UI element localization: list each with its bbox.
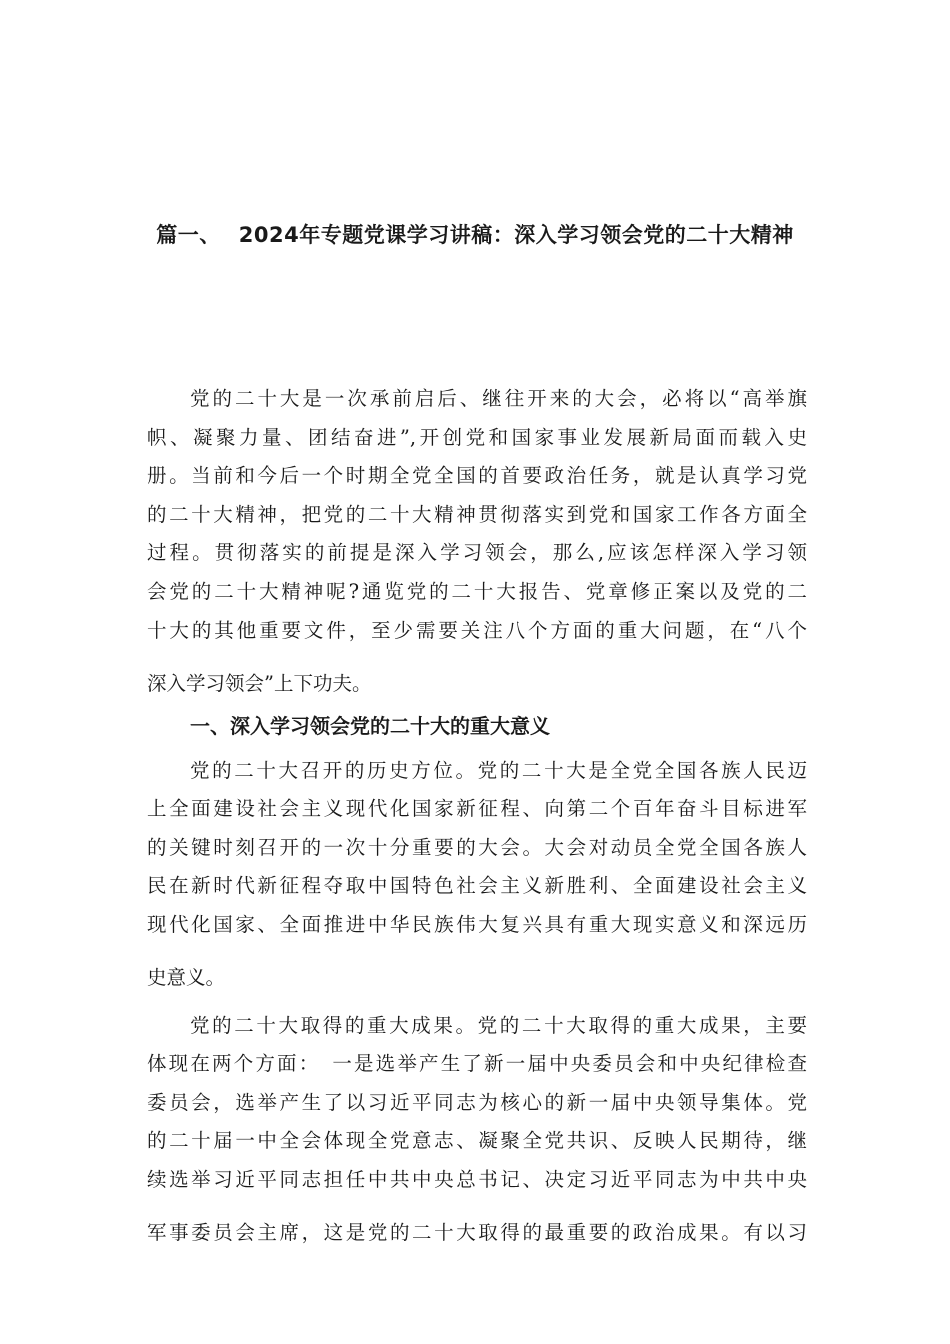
section1-p1-line-1: 党的二十大召开的历史方位。党的二十大是全党全国各族人民迈 [190,759,807,782]
intro-line-5: 过程。贯彻落实的前提是深入学习领会，那么,应该怎样深入学习领 [147,541,807,564]
intro-line-6: 会党的二十大精神呢?通览党的二十大报告、党章修正案以及党的二 [147,580,807,603]
document-title [0,220,950,250]
intro-line-3: 册。当前和今后一个时期全党全国的首要政治任务，就是认真学习党 [147,464,807,487]
section1-p1-line-2: 上全面建设社会主义现代化国家新征程、向第二个百年奋斗目标进军 [147,797,807,820]
section1-p2-line-1: 党的二十大取得的重大成果。党的二十大取得的重大成果，主要 [190,1014,807,1037]
section1-p1-line-5: 现代化国家、全面推进中华民族伟大复兴具有重大现实意义和深远历 [147,913,807,936]
title-prefix: 篇一、 [156,223,221,247]
intro-line-2: 帜、凝聚力量、团结奋进”,开创党和国家事业发展新局面而载入史 [147,426,807,449]
intro-line-8: 深入学习领会”上下功夫。 [147,672,372,695]
title-main: 2024年专题党课学习讲稿：深入学习领会党的二十大精神 [238,223,794,247]
intro-line-4: 的二十大精神，把党的二十大精神贯彻落实到党和国家工作各方面全 [147,503,807,526]
section1-p2-line-5: 续选举习近平同志担任中共中央总书记、决定习近平同志为中共中央 [147,1168,807,1191]
section1-p2-line-2: 体现在两个方面： 一是选举产生了新一届中央委员会和中央纪律检查 [147,1052,807,1075]
section1-p2-line-6: 军事委员会主席，这是党的二十大取得的最重要的政治成果。有以习 [147,1221,807,1244]
section1-p2-line-4: 的二十届一中全会体现全党意志、凝聚全党共识、反映人民期待，继 [147,1129,807,1152]
section-heading: 一、深入学习领会党的二十大的重大意义 [190,714,550,738]
intro-line-7: 十大的其他重要文件，至少需要关注八个方面的重大问题，在“八个 [147,619,807,642]
section1-p2-line-3: 委员会，选举产生了以习近平同志为核心的新一届中央领导集体。党 [147,1091,807,1114]
section1-p1-line-4: 民在新时代新征程夺取中国特色社会主义新胜利、全面建设社会主义 [147,874,807,897]
section1-p1-line-3: 的关键时刻召开的一次十分重要的大会。大会对动员全党全国各族人 [147,836,807,859]
intro-line-1: 党的二十大是一次承前启后、继往开来的大会，必将以“高举旗 [190,387,807,410]
section1-p1-line-6: 史意义。 [147,966,226,989]
